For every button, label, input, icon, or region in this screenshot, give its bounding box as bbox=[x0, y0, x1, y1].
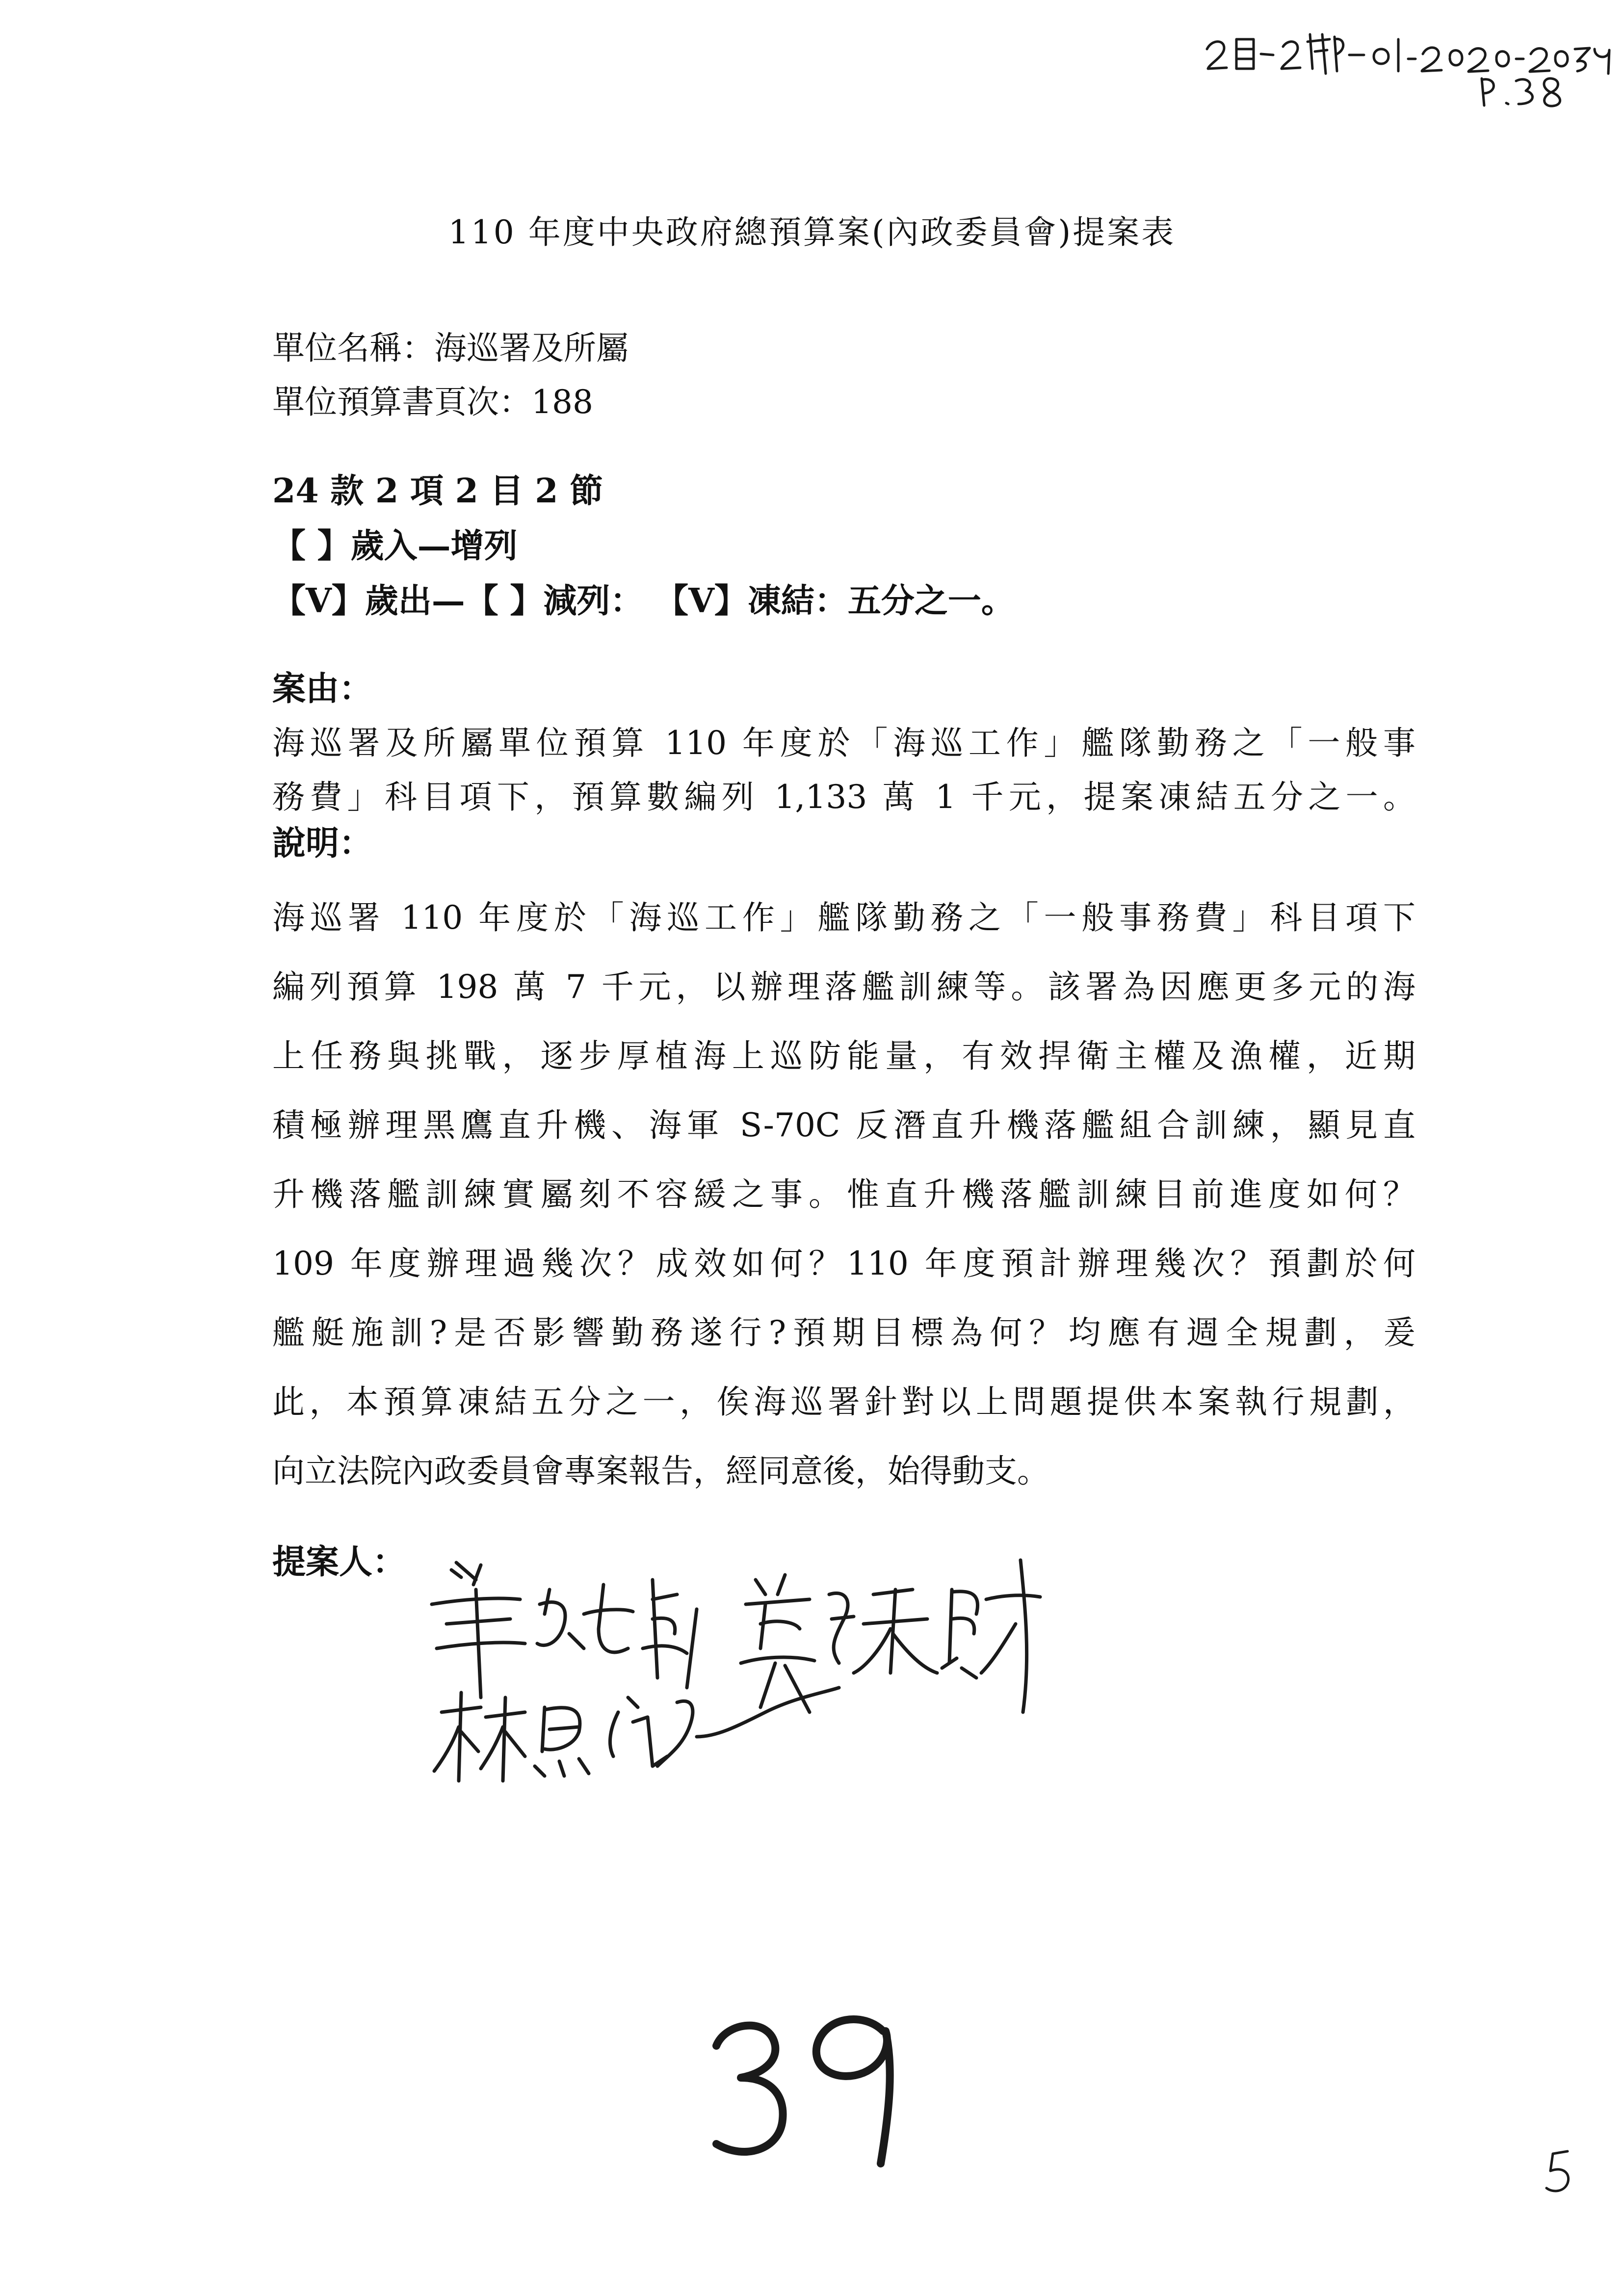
explanation-line: 109 年度辦理過幾次？成效如何？110 年度預計辦理幾次？預劃於何 bbox=[272, 1245, 1415, 1282]
proposer-label: 提案人： bbox=[272, 1542, 406, 1582]
explanation-body bbox=[272, 883, 1415, 1506]
reason-heading: 案由： bbox=[272, 669, 373, 708]
reason-line: 務費」科目項下，預算數編列 1,133 萬 1 千元，提案凍結五分之一。 bbox=[272, 778, 1415, 816]
expense-option: 【V】歲出—【 】減列： 【V】凍結：五分之一。 bbox=[272, 581, 1015, 621]
reason-line: 海巡署及所屬單位預算 110 年度於「海巡工作」艦隊勤務之「一般事 bbox=[272, 724, 1415, 762]
corner-mark bbox=[1541, 2144, 1580, 2198]
signature-2 bbox=[741, 1560, 1040, 1712]
document-title: 110 年度中央政府總預算案(內政委員會)提案表 bbox=[448, 213, 1176, 251]
unit-info bbox=[272, 321, 629, 429]
explanation-line: 海巡署 110 年度於「海巡工作」艦隊勤務之「一般事務費」科目項下 bbox=[272, 899, 1415, 937]
reason-body bbox=[272, 716, 1415, 824]
budget-classification bbox=[272, 464, 1015, 628]
explanation-line: 編列預算 198 萬 7 千元，以辦理落艦訓練等。該署為因應更多元的海 bbox=[272, 968, 1415, 1006]
proposer-signatures bbox=[422, 1550, 1109, 1825]
explanation-line: 向立法院內政委員會專案報告，經同意後，始得動支。 bbox=[272, 1452, 1049, 1490]
signature-3 bbox=[434, 1688, 839, 1781]
budget-item-code: 24 款 2 項 2 目 2 節 bbox=[272, 471, 603, 511]
explanation-line: 升機落艦訓練實屬刻不容緩之事。惟直升機落艦訓練目前進度如何？ bbox=[272, 1175, 1415, 1213]
revenue-increase-option: 【 】歲入—增列 bbox=[272, 526, 518, 566]
explanation-heading: 說明： bbox=[272, 824, 373, 863]
budget-book-page: 單位預算書頁次：188 bbox=[272, 383, 593, 421]
explanation-line: 上任務與挑戰，逐步厚植海上巡防能量，有效捍衛主權及漁權，近期 bbox=[272, 1037, 1415, 1075]
signature-1 bbox=[432, 1563, 697, 1697]
explanation-line: 此，本預算凍結五分之一，俟海巡署針對以上問題提供本案執行規劃， bbox=[272, 1383, 1415, 1421]
handwritten-reference-note bbox=[1197, 20, 1619, 108]
explanation-line: 積極辦理黑鷹直升機、海軍 S-70C 反潛直升機落艦組合訓練，顯見直 bbox=[272, 1106, 1415, 1144]
explanation-line: 艦艇施訓?是否影響勤務遂行?預期目標為何？均應有週全規劃，爰 bbox=[272, 1314, 1415, 1352]
handwritten-page-number bbox=[697, 1992, 922, 2178]
unit-name: 單位名稱：海巡署及所屬 bbox=[272, 329, 629, 367]
